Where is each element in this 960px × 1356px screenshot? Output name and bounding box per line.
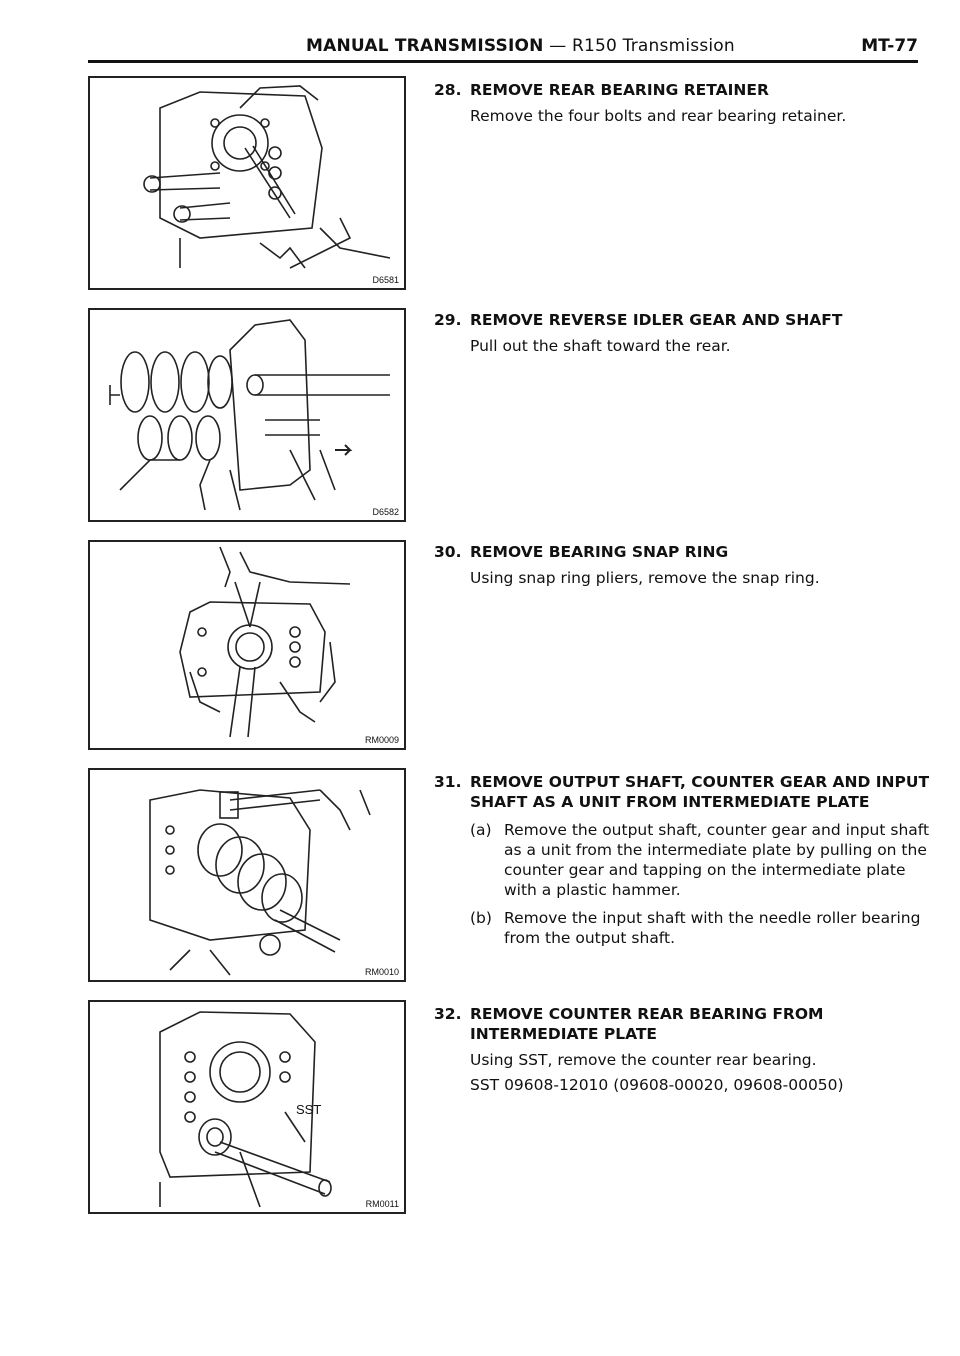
step-title: REMOVE BEARING SNAP RING <box>470 543 729 561</box>
transmission-illustration-icon <box>90 78 404 288</box>
step-title: REMOVE COUNTER REAR BEARING FROM INTERMEDIATE PLATE <box>470 1005 824 1043</box>
sub-step-label: (b) <box>470 909 492 927</box>
step-body: Using SST, remove the counter rear bearing. <box>470 1051 817 1069</box>
figure-bearing-snap-ring <box>88 540 406 750</box>
gear-shaft-illustration-icon <box>90 310 404 520</box>
figure-code: RM0011 <box>365 1199 399 1209</box>
step-body: Pull out the shaft toward the rear. <box>470 337 731 355</box>
step-number: 29. <box>434 311 462 329</box>
step-heading <box>434 1004 934 1044</box>
page-number: MT-77 <box>861 36 918 56</box>
sub-step-list <box>470 820 934 948</box>
counter-bearing-sst-illustration-icon <box>90 1002 404 1212</box>
step-number: 32. <box>434 1005 462 1023</box>
step-title: REMOVE REAR BEARING RETAINER <box>470 81 769 99</box>
step-28 <box>434 80 934 127</box>
step-body: Using snap ring pliers, remove the snap ring. <box>470 569 820 587</box>
figure-code: D6582 <box>372 507 399 517</box>
page-title <box>306 36 735 56</box>
sub-step <box>470 908 934 948</box>
sst-callout-label: SST <box>296 1102 322 1117</box>
sub-step-text: Remove the output shaft, counter gear and input shaft as a unit from the intermediate plate by pulling on the counter gear and tapping on the intermediate plate with a plastic hammer. <box>504 821 930 899</box>
step-heading <box>434 772 934 812</box>
sub-step-text: Remove the input shaft with the needle roller bearing from the output shaft. <box>504 909 921 947</box>
sst-part-numbers: SST 09608-12010 (09608-00020, 09608-00050) <box>470 1076 844 1094</box>
manual-section-title: MANUAL TRANSMISSION <box>306 36 544 56</box>
step-heading <box>434 80 934 100</box>
sub-step <box>470 820 934 900</box>
step-title: REMOVE OUTPUT SHAFT, COUNTER GEAR AND INPUT SHAFT AS A UNIT FROM INTERMEDIATE PLATE <box>470 773 930 811</box>
figure-rear-bearing-retainer <box>88 76 406 290</box>
figure-output-shaft-unit <box>88 768 406 982</box>
step-32 <box>434 1004 934 1096</box>
step-number: 30. <box>434 543 462 561</box>
step-31 <box>434 772 934 948</box>
page-header <box>88 32 918 62</box>
step-heading <box>434 542 934 562</box>
output-shaft-hammer-illustration-icon <box>90 770 404 980</box>
step-body: Remove the four bolts and rear bearing retainer. <box>470 107 847 125</box>
figure-code: RM0010 <box>364 967 399 977</box>
sub-step-label: (a) <box>470 821 492 839</box>
header-divider <box>88 60 918 63</box>
figure-code: D6581 <box>372 275 399 285</box>
figure-code: RM0009 <box>364 735 399 745</box>
figure-reverse-idler-gear <box>88 308 406 522</box>
step-title: REMOVE REVERSE IDLER GEAR AND SHAFT <box>470 311 843 329</box>
step-29 <box>434 310 934 357</box>
snap-ring-pliers-illustration-icon <box>90 542 404 748</box>
figure-counter-rear-bearing <box>88 1000 406 1214</box>
step-number: 28. <box>434 81 462 99</box>
step-number: 31. <box>434 773 462 791</box>
manual-subsection-title: — R150 Transmission <box>549 36 735 56</box>
step-heading <box>434 310 934 330</box>
step-30 <box>434 542 934 589</box>
